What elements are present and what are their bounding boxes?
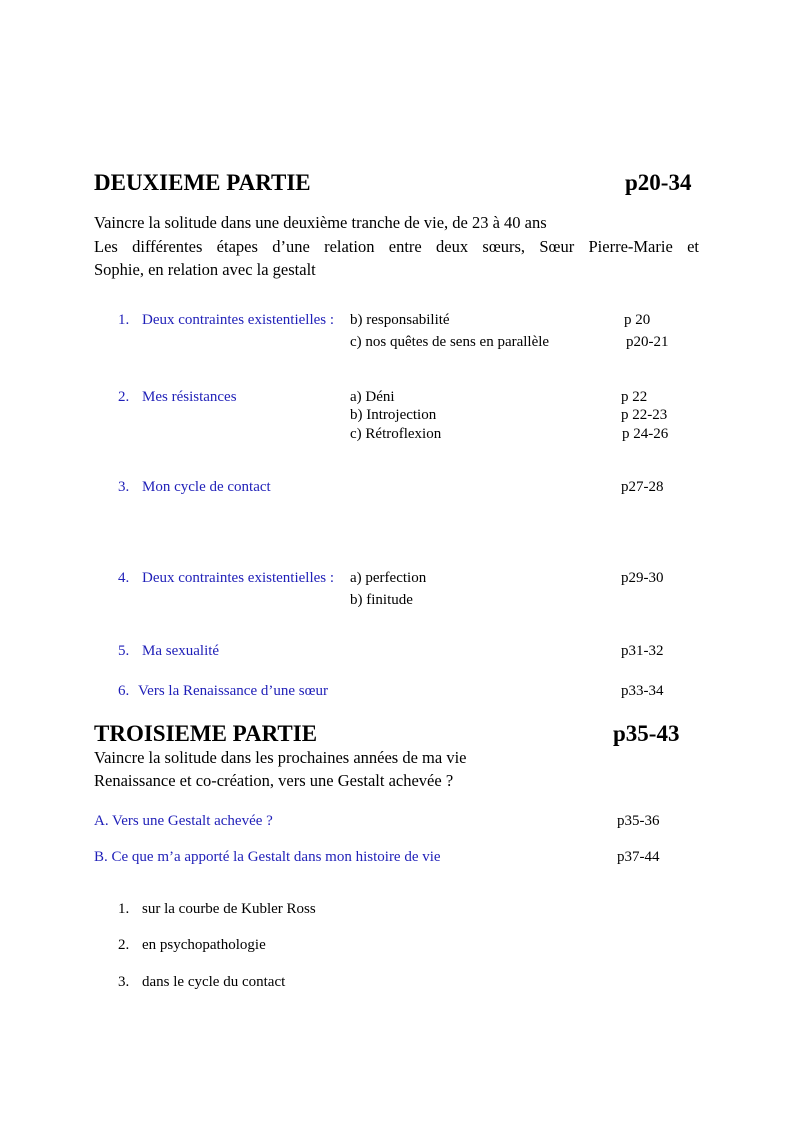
part2-intro-1: Vaincre la solitude dans une deuxième tranche de vie, de 23 à 40 ans bbox=[94, 213, 547, 232]
section-b-page: p37-44 bbox=[617, 849, 660, 865]
toc-item-2-sub-b: b) Introjection bbox=[350, 407, 437, 423]
toc-item-2-number: 2. bbox=[118, 389, 130, 405]
section-a-label[interactable]: A. Vers une Gestalt achevée ? bbox=[94, 813, 273, 829]
toc-item-1-label[interactable]: Deux contraintes existentielles : bbox=[142, 312, 335, 328]
toc-item-1-sub-b-page: p 20 bbox=[624, 312, 651, 328]
toc-item-1-sub-c-page: p20-21 bbox=[626, 334, 669, 350]
toc-item-2-sub-b-page: p 22-23 bbox=[621, 407, 668, 423]
part2-intro-2: Les différentes étapes d’une relation entre deux sœurs, Sœur Pierre-Marie et bbox=[94, 237, 699, 256]
toc-item-2-sub-c-page: p 24-26 bbox=[622, 426, 669, 442]
list-item-2-text: en psychopathologie bbox=[142, 937, 266, 953]
list-item-1-number: 1. bbox=[118, 901, 130, 917]
toc-item-3-number: 3. bbox=[118, 479, 130, 495]
part3-intro-2: Renaissance et co-création, vers une Gestalt achevée ? bbox=[94, 771, 454, 790]
part3-title: TROISIEME PARTIE bbox=[94, 721, 318, 746]
list-item-3-text: dans le cycle du contact bbox=[142, 974, 286, 990]
toc-item-3-label[interactable]: Mon cycle de contact bbox=[142, 479, 271, 495]
toc-item-1-sub-b: b) responsabilité bbox=[350, 312, 450, 328]
toc-item-6-page: p33-34 bbox=[621, 683, 664, 699]
part2-intro-3: Sophie, en relation avec la gestalt bbox=[94, 260, 316, 279]
list-item-1-text: sur la courbe de Kubler Ross bbox=[142, 901, 316, 917]
toc-item-4-sub-b: b) finitude bbox=[350, 592, 413, 608]
part3-pages: p35-43 bbox=[613, 721, 680, 746]
list-item-3-number: 3. bbox=[118, 974, 130, 990]
section-a-page: p35-36 bbox=[617, 813, 660, 829]
toc-item-4-number: 4. bbox=[118, 570, 130, 586]
toc-item-2-sub-c: c) Rétroflexion bbox=[350, 426, 442, 442]
toc-item-1-number: 1. bbox=[118, 312, 130, 328]
toc-item-6-number: 6. bbox=[118, 683, 130, 699]
toc-item-5-label[interactable]: Ma sexualité bbox=[142, 643, 220, 659]
toc-item-4-label[interactable]: Deux contraintes existentielles : bbox=[142, 570, 335, 586]
toc-item-5-page: p31-32 bbox=[621, 643, 664, 659]
part3-intro-1: Vaincre la solitude dans les prochaines années de ma vie bbox=[94, 748, 467, 767]
part2-title: DEUXIEME PARTIE bbox=[94, 170, 311, 195]
toc-item-2-sub-a-page: p 22 bbox=[621, 389, 648, 405]
toc-item-2-sub-a: a) Déni bbox=[350, 389, 395, 405]
toc-item-2-label[interactable]: Mes résistances bbox=[142, 389, 237, 405]
toc-item-3-page: p27-28 bbox=[621, 479, 664, 495]
part2-pages: p20-34 bbox=[625, 170, 692, 195]
list-item-2-number: 2. bbox=[118, 937, 130, 953]
toc-item-6-label[interactable]: Vers la Renaissance d’une sœur bbox=[138, 683, 328, 699]
toc-item-4-sub-a-page: p29-30 bbox=[621, 570, 664, 586]
section-b-label[interactable]: B. Ce que m’a apporté la Gestalt dans mon histoire de vie bbox=[94, 849, 441, 865]
toc-item-5-number: 5. bbox=[118, 643, 130, 659]
toc-item-4-sub-a: a) perfection bbox=[350, 570, 427, 586]
toc-item-1-sub-c: c) nos quêtes de sens en parallèle bbox=[350, 334, 550, 350]
